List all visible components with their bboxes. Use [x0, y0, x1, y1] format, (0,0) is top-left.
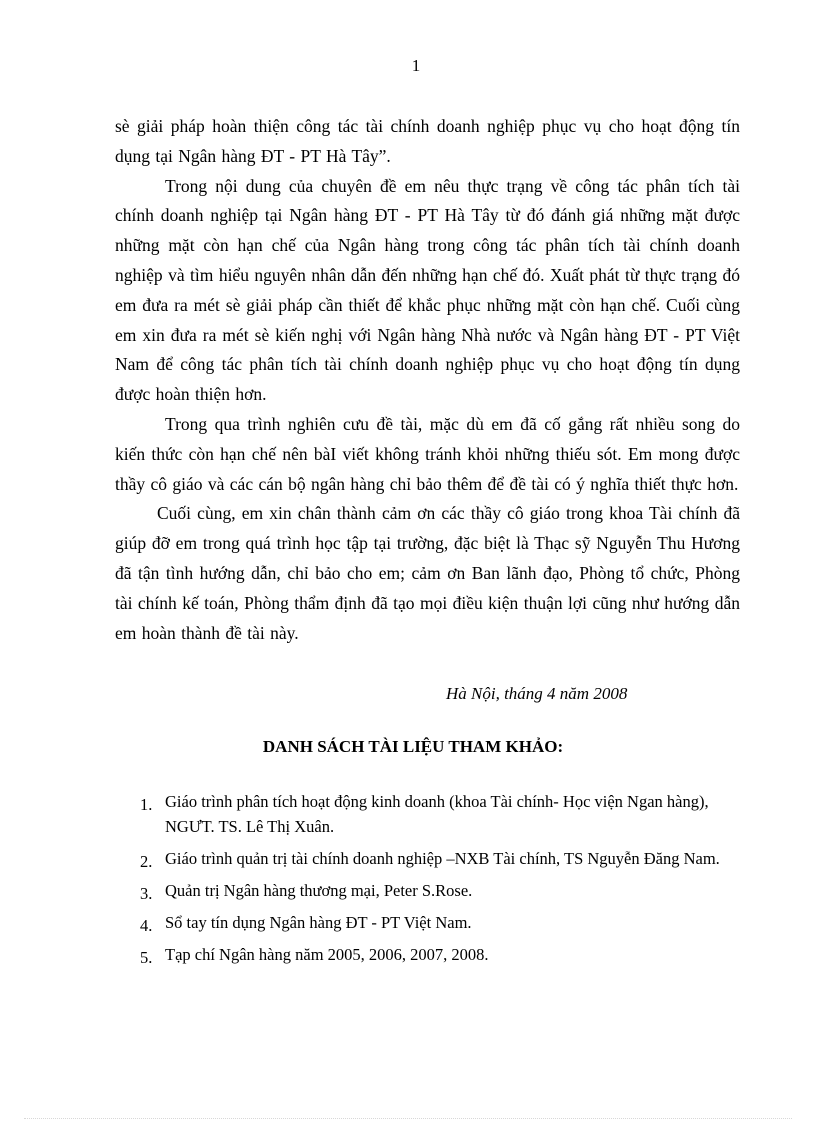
reference-text: Quản trị Ngân hàng thương mại, Peter S.Rose. — [165, 881, 473, 900]
reference-number: 2. — [140, 852, 153, 871]
reference-text: Giáo trình phân tích hoạt động kinh doanh (khoa Tài chính- Học viện Ngan hàng), NGƯT. TS. Lê Thị Xuân. — [165, 792, 709, 836]
reference-text: Giáo trình quản trị tài chính doanh nghiệp –NXB Tài chính, TS Nguyễn Đăng Nam. — [165, 849, 720, 868]
reference-item — [140, 789, 760, 839]
page-number: 1 — [411, 56, 421, 75]
reference-item — [140, 910, 760, 935]
references-heading: DANH SÁCH TÀI LIỆU THAM KHẢO: — [262, 737, 564, 756]
body-text — [115, 112, 740, 648]
reference-number: 1. — [140, 795, 153, 814]
references-list — [140, 789, 760, 974]
reference-item — [140, 846, 760, 871]
reference-item — [140, 878, 760, 903]
reference-text: Sổ tay tín dụng Ngân hàng ĐT - PT Việt Nam. — [165, 913, 472, 932]
paragraph-intro-continuation: sè giải pháp hoàn thiện công tác tài chính doanh nghiệp phục vụ cho hoạt động tín dụng tại Ngân hàng ĐT - PT Hà Tây”. — [115, 116, 740, 166]
paragraph-acknowledgements: Cuối cùng, em xin chân thành cảm ơn các thầy cô giáo trong khoa Tài chính đã giúp đỡ em trong quá trình học tập tại trường, đặc biệt là Thạc sỹ Nguyễn Thu Hương đã tận tình hướng dẫn, chỉ bảo cho em; cảm ơn Ban lãnh đạo, Phòng tổ chức, Phòng tài chính kế toán, Phòng thẩm định đã tạo mọi điều kiện thuận lợi cũng như hướng dẫn em hoàn thành đề tài này. — [115, 503, 740, 643]
paragraph-research-note: Trong qua trình nghiên cưu đề tài, mặc dù em đã cố gắng rất nhiều song do kiến thức còn hạn chế nên bàI viết không tránh khỏi những thiếu sót. Em mong được thầy cô giáo và các cán bộ ngân hàng chỉ bảo thêm để đề tài có ý nghĩa thiết thực hơn. — [115, 413, 740, 494]
page-bottom-divider — [24, 1118, 792, 1119]
reference-number: 4. — [140, 916, 153, 935]
reference-number: 5. — [140, 948, 153, 967]
signoff-date: Hà Nội, tháng 4 năm 2008 — [446, 684, 628, 703]
paragraph-content-summary: Trong nội dung của chuyên đề em nêu thực trạng về công tác phân tích tài chính doanh nghiệp tại Ngân hàng ĐT - PT Hà Tây từ đó đánh giá những mặt được những mặt còn hạn chế của Ngân hàng trong công tác phân tích tài chính doanh nghiệp và tìm hiểu nguyên nhân dẫn đến những hạn chế đó. Xuất phát từ thực trạng đó em đưa ra mét sè giải pháp cần thiết để khắc phục những mặt còn hạn chế. Cuối cùng em xin đưa ra mét sè kiến nghị với Ngân hàng Nhà nước và Ngân hàng ĐT - PT Việt Nam để công tác phân tích tài chính doanh nghiệp phục vụ cho hoạt động tín dụng được hoàn thiện hơn. — [115, 175, 740, 405]
reference-item — [140, 942, 760, 967]
reference-text: Tạp chí Ngân hàng năm 2005, 2006, 2007, 2008. — [165, 945, 489, 964]
reference-number: 3. — [140, 884, 153, 903]
